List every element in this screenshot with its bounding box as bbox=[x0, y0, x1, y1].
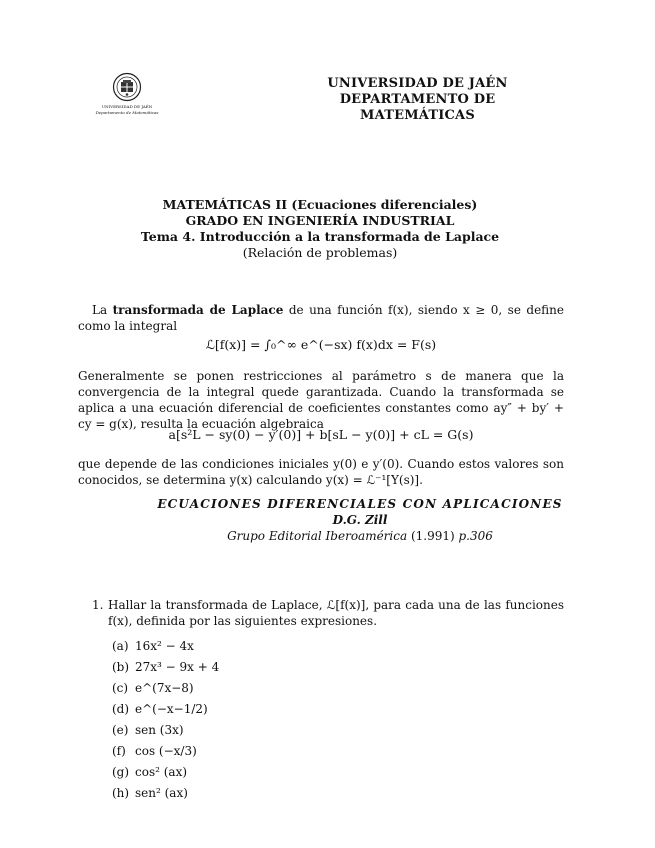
course-heading bbox=[100, 197, 540, 261]
list-item bbox=[112, 657, 412, 678]
list-item bbox=[112, 720, 412, 741]
list-item bbox=[112, 699, 412, 720]
item-label: (g) bbox=[112, 765, 130, 779]
university-logo bbox=[92, 72, 162, 115]
equation-1-text: ℒ[f(x)] = ∫₀^∞ e^(−sx) f(x)dx = F(s) bbox=[205, 337, 437, 352]
intro-p1-start: La bbox=[92, 303, 113, 317]
reference-title: ECUACIONES DIFERENCIALES CON APLICACIONES bbox=[157, 497, 563, 511]
intro-p1-rest: de una función f(x), siendo x ≥ 0, se define como la integral bbox=[78, 303, 564, 333]
reference-year: (1.991) bbox=[410, 529, 455, 543]
reference-publisher: Grupo Editorial Iberoamérica bbox=[227, 529, 408, 543]
item-label: (e) bbox=[112, 723, 129, 737]
list-item bbox=[112, 741, 412, 762]
logo-caption-department: Departamento de Matemáticas bbox=[95, 110, 159, 115]
item-label: (c) bbox=[112, 681, 129, 695]
list-item bbox=[112, 783, 412, 804]
department-name: DEPARTAMENTO DE MATEMÁTICAS bbox=[339, 92, 496, 123]
problem-number: 1. bbox=[92, 598, 104, 612]
intro-paragraph-2: Generalmente se ponen restricciones al parámetro s de manera que la convergencia de la integral quede garantizada. Cuando la transformada se aplica a una ecuación diferencial de coeficientes constantes como ay″ + by′ + cy = g(x), resulta la ecuación algebraica bbox=[78, 369, 564, 431]
item-expression: sen² (ax) bbox=[135, 786, 188, 800]
university-seal-icon bbox=[112, 72, 142, 102]
bibliographic-reference bbox=[150, 496, 570, 544]
equation-2-text: a[s²L − sy(0) − y′(0)] + b[sL − y(0)] + cL = G(s) bbox=[168, 427, 474, 442]
document-subtitle: (Relación de problemas) bbox=[242, 245, 398, 260]
item-label: (b) bbox=[112, 660, 130, 674]
item-label: (h) bbox=[112, 786, 130, 800]
degree-name: GRADO EN INGENIERÍA INDUSTRIAL bbox=[185, 213, 455, 228]
algebraic-equation bbox=[78, 427, 564, 442]
reference-author: D.G. Zill bbox=[332, 513, 388, 527]
topic-title: Tema 4. Introducción a la transformada de Laplace bbox=[140, 229, 500, 244]
university-name: UNIVERSIDAD DE JAÉN bbox=[327, 76, 508, 91]
item-label: (d) bbox=[112, 702, 130, 716]
item-expression: sen (3x) bbox=[135, 723, 184, 737]
problem-1 bbox=[92, 597, 564, 629]
intro-paragraph-3: que depende de las condiciones iniciales y(0) e y′(0). Cuando estos valores son conocidos, se determina y(x) calculando y(x) = ℒ⁻¹[Y(s)]. bbox=[78, 457, 564, 487]
list-item bbox=[112, 636, 412, 657]
intro-p1-term: transformada de Laplace bbox=[112, 303, 284, 317]
institution-heading bbox=[280, 76, 555, 124]
reference-page: p.306 bbox=[458, 529, 493, 543]
item-expression: e^(−x−1/2) bbox=[135, 702, 208, 716]
list-item bbox=[112, 678, 412, 699]
course-title: MATEMÁTICAS II (Ecuaciones diferenciales) bbox=[162, 197, 478, 212]
logo-caption-university: UNIVERSIDAD DE JAÉN bbox=[101, 104, 153, 109]
item-expression: cos (−x/3) bbox=[135, 744, 197, 758]
problem-statement: Hallar la transformada de Laplace, ℒ[f(x)], para cada una de las funciones f(x), definida por las siguientes expresiones. bbox=[108, 598, 564, 628]
item-label: (f) bbox=[112, 744, 126, 758]
item-expression: 27x³ − 9x + 4 bbox=[135, 660, 220, 674]
item-expression: cos² (ax) bbox=[135, 765, 188, 779]
item-expression: 16x² − 4x bbox=[135, 639, 194, 653]
intro-paragraph-1 bbox=[78, 302, 564, 334]
item-label: (a) bbox=[112, 639, 129, 653]
problem-1-items bbox=[112, 636, 412, 804]
laplace-definition-equation bbox=[78, 337, 564, 352]
list-item bbox=[112, 762, 412, 783]
item-expression: e^(7x−8) bbox=[135, 681, 194, 695]
